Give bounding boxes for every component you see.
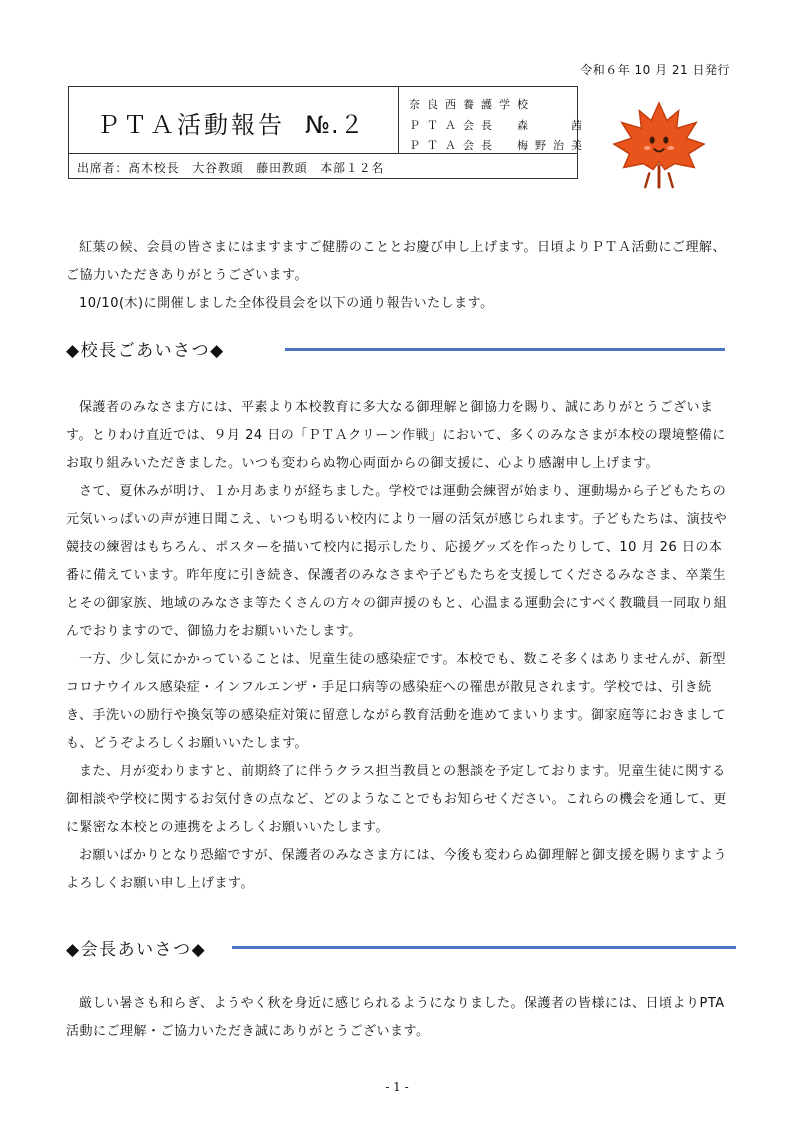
pta-chair-1: ＰＴＡ会長 森 茜 [409,118,589,132]
intro-text [66,234,732,318]
page-title: ＰＴＡ活動報告 [96,111,285,139]
attendees: 出席者：髙木校長 大谷教頭 藤田教頭 本部１２名 [77,161,385,175]
chair-paragraph: 厳しい暑さも和らぎ、ようやく秋を身近に感じられるようになりました。保護者の皆様には、日頃よりPTA 活動にご理解・ご協力いただき誠にありがとうございます。 [66,996,725,1039]
principal-message [66,394,732,898]
principal-paragraph: お願いばかりとなり恐縮ですが、保護者のみなさま方には、今後も変わらぬ御理解と御支援を賜りますようよろしくお願い申し上げます。 [66,848,728,891]
pta-chair-2: ＰＴＡ会長 梅野治美 [409,139,589,152]
title-cell [69,87,399,153]
intro-paragraph: 紅葉の候、会員の皆さまにはますますご健勝のこととお慶び申し上げます。日頃よりＰＴＡ活動にご理解、ご協力いただきありがとうございます。 [66,240,726,283]
issue-number: №.２ [305,111,365,139]
chair-heading: ◆会長あいさつ◆ [66,940,207,960]
header-box [68,86,589,179]
school-name: 奈良西養護学校 [409,98,535,111]
principal-paragraph: さて、夏休みが明け、１か月あまりが経ちました。学校では運動会練習が始まり、運動場から子どもたちの元気いっぱいの声が連日聞こえ、いつも明るい校内により一層の活気が感じられます。子どもたちは、演技や競技の練習はもちろん、ポスターを描いて校内に掲示したり、応援グッズを作ったりして、10 月 26 日の本番に備えています。昨年度に引き続き、保護者のみなさまや子どもたちを支援してくださるみなさま、卒業生とその御家族、地域のみなさま等たくさんの方々の御声援のもと、心温まる運動会にすべく教職員一同取り組んでおりますので、御協力をお願いいたします。 [66,484,728,639]
principal-paragraph: 一方、少し気にかかっていることは、児童生徒の感染症です。本校でも、数こそ多くはありませんが、新型コロナウイルス感染症・インフルエンザ・手足口病等の感染症への罹患が散見されます。学校では、引き続き、手洗いの励行や換気等の感染症対策に留意しながら教育活動を進めてまいります。御家庭等におきましても、どうぞよろしくお願いいたします。 [66,652,726,751]
page-number: - 1 - [385,1080,409,1094]
issue-date: 令和６年 10 月 21 日発行 [580,63,730,77]
principal-heading-rule [285,348,725,351]
chair-heading-rule [232,946,736,949]
organization-info [409,95,589,157]
principal-paragraph: また、月が変わりますと、前期終了に伴うクラス担当教員との懇談を予定しております。児童生徒に関する御相談や学校に関するお気付きの点など、どのようなことでもお知らせください。これらの機会を通して、更に緊密な本校との連携をよろしくお願いいたします。 [66,764,727,835]
principal-paragraph: 保護者のみなさま方には、平素より本校教育に多大なる御理解と御協力を賜り、誠にありがとうございます。とりわけ直近では、９月 24 日の「ＰＴＡクリーン作戦」において、多くのみなさまが本校の環境整備にお取り組みいただきました。いつも変わらぬ物心両面からの御支援に、心より感謝申し上げます。 [66,400,726,471]
chair-message [66,990,732,1046]
principal-heading: ◆校長ごあいさつ◆ [66,341,225,361]
intro-paragraph: 10/10(木)に開催しました全体役員会を以下の通り報告いたします。 [79,296,494,311]
maple-leaf-character-icon [610,97,708,195]
attendees-row [69,153,577,179]
